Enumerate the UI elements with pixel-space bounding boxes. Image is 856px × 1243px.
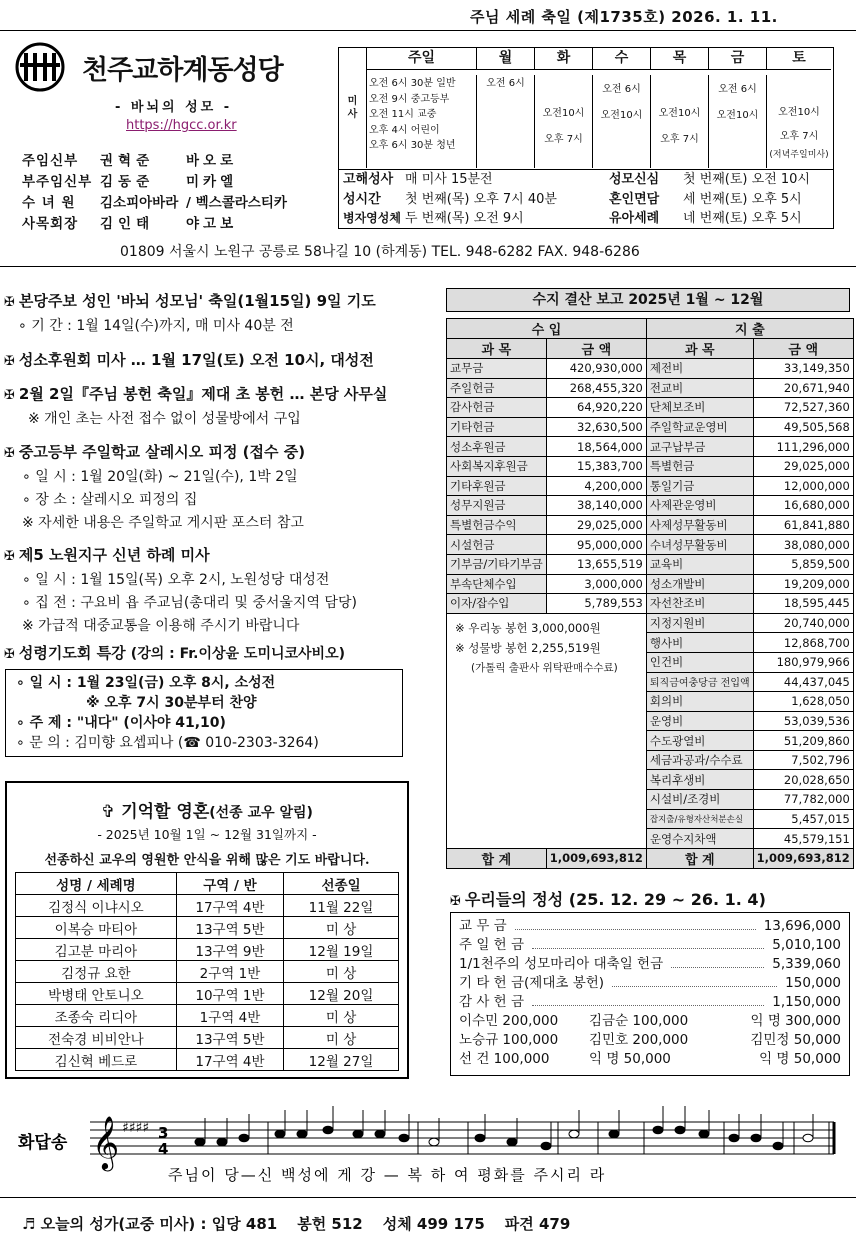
offering-row: 기 타 헌 금(제대초 봉헌) 150,000 — [459, 975, 841, 991]
staff-row: 부주임신부 김동준 미카엘 — [22, 174, 238, 190]
note — [751, 1134, 761, 1142]
parish-name: 천주교하계동성당 — [82, 55, 283, 86]
parish-patron: - 바뇌의 성모 - — [115, 100, 233, 115]
day-header: 금 — [709, 48, 767, 70]
finance-row: 이자/잡수입 5,789,553 자선찬조비 18,595,445 — [447, 594, 854, 614]
finance-row: 회의비 1,628,050 — [447, 692, 854, 712]
finance-row: 기타헌금 32,630,500 주일학교운영비 49,505,568 — [447, 417, 854, 437]
memorial-row: 조종숙 리디아 1구역 4반 미 상 — [16, 1005, 399, 1027]
day-header: 토 — [767, 48, 831, 70]
note — [699, 1130, 709, 1138]
cross-icon: ✠ — [4, 446, 15, 461]
finance-row: 성무지원금 38,140,000 사제관운영비 16,680,000 — [447, 496, 854, 516]
divider — [0, 266, 856, 267]
donor-row: 선 건 100,000 익 명 50,000 익 명 50,000 — [459, 1051, 841, 1067]
parish-logo — [14, 42, 324, 92]
finance-row: 주일헌금 268,455,320 전교비 20,671,940 — [447, 378, 854, 398]
offering-row: 1/1천주의 성모마리아 대축일 헌금 5,339,060 — [459, 956, 841, 972]
psalm-label: 화답송 — [18, 1133, 68, 1153]
saturday-times: 오전10시 오후 7시 (저녁주일미사) — [769, 107, 829, 160]
finance-row: 인건비 180,979,966 — [447, 652, 854, 672]
note — [195, 1138, 205, 1146]
staff-row: 수 녀 원 김소피아바라 / 벡스콜라스티카 — [22, 195, 287, 211]
memorial-row: 김고분 마리아 13구역 9반 12월 19일 — [16, 939, 399, 961]
offering-row: 교 무 금 13,696,000 — [459, 918, 841, 934]
memorial-table: 성명 / 세례명 구역 / 반 선종일 김정식 이냐시오 17구역 4반 11월 22일 이복승 마티아 13구역 5반 미 상 김고분 마리아 13구역 9반 12월 19일 김정규 요한 2구역 1반 미 상 박병태 안토니오 10구역 1반 12월 20일 조종숙 리디아 1구역 4반 미 상 전숙경 비비안나 13구역 5반 미 상 김신혁 베드로 17구역 4반 12월 27일 — [15, 872, 399, 1071]
finance-title: 수지 결산 보고 2025년 1월 ~ 12월 — [446, 288, 850, 312]
note — [609, 1130, 619, 1138]
memorial-message: 선종하신 교우의 영원한 안식을 위해 많은 기도 바랍니다. — [44, 853, 370, 868]
finance-row: 운영수지차액 45,579,151 — [447, 829, 854, 849]
note — [353, 1130, 363, 1138]
note — [729, 1134, 739, 1142]
finance-row: 수도광열비 51,209,860 — [447, 731, 854, 751]
offering-box — [450, 912, 850, 1076]
finance-row: ※ 우리농 봉헌 3,000,000원 ※ 성물방 봉헌 2,255,519원 (가톨릭 출판사 위탁판매수수료) 지정지원비 20,740,000 — [447, 613, 854, 633]
note — [507, 1138, 517, 1146]
time-signature: 3 — [158, 1124, 169, 1142]
sacrament-row: 병자영성체 두 번째(목) 오전 9시 유아세례 네 번째(토) 오후 5시 — [343, 211, 802, 226]
note — [429, 1138, 439, 1146]
offering-row: 감 사 헌 금 1,150,000 — [459, 994, 841, 1010]
staff-row: 사목회장 김인태 야고보 — [22, 216, 238, 232]
finance-table: 수 입 지 출 과 목 금 액 과 목 금 액 교무금 420,930,000 제전비 33,149,350 주일헌금 268,455,320 전교비 20,671,940 감사헌금 64,920,220 단체보조비 72,527,360 기타헌금 32,630,500 주일학교운영비 49,505,568 성소후원금 18,564,000 교구납부금 111,296,000 사회복지후원금 15,383,700 특별헌금 29,025,000 기타후원금 4,200,000 통일기금 12,000,000 성무지원금 38,140,000 사제관운영비 16,680,000 특별헌금수익 29,025,000 사제성무활동비 61,841,880 시설헌금 95,000,000 수녀성무활동비 38,080,000 기부금/기타기부금 13,655,519 교육비 5,859,500 부속단체수입 3,000,000 성소개발비 19,209,000 이자/잡수입 5,789,553 자선찬조비 18,595,445 ※ 우리농 봉헌 3,000,000원 ※ 성물방 봉헌 2,255,519원 (가톨릭 출판사 위탁판매수수료) 지정지원비 20,740,000 행사비 12,868,700 인건비 180,979,966 퇴직금여충당금 전입액 44,437,045 회의비 1,628,050 운영비 53,039,536 수도광열비 51,209,860 세금과공과/수수료 7,502,796 복리후생비 20,028,650 시설비/조경비 77,782,000 잡지출/유형자산처분손실 5,457,015 운영수지차액 45,579,151 합 계 1,009,693,812 합 계 1,009,693,812 — [446, 318, 854, 869]
note — [375, 1130, 385, 1138]
sacrament-row: 성시간 첫 번째(목) 오후 7시 40분 혼인면담 세 번째(토) 오후 5시 — [343, 191, 802, 207]
monday-times: 오전 6시 — [477, 75, 535, 168]
note — [297, 1130, 307, 1138]
friday-times: 오전 6시 오전10시 — [709, 75, 767, 168]
parish-address: 01809 서울시 노원구 공릉로 58나길 10 (하계동) TEL. 948-6282 FAX. 948-6286 — [120, 244, 640, 260]
notice-vocation-mass: ✠ 성소후원회 미사 … 1월 17일(토) 오전 10시, 대성전 — [4, 351, 374, 369]
finance-row: 시설비/조경비 77,782,000 — [447, 790, 854, 810]
day-header: 주일 — [367, 48, 477, 70]
income-header: 수 입 — [447, 319, 647, 339]
cross-icon: ✠ — [4, 354, 15, 369]
finance-row: 운영비 53,039,536 — [447, 711, 854, 731]
thursday-times: 오전10시 오후 7시 — [651, 75, 709, 168]
today-hymns: ♬ 오늘의 성가(교중 미사) : 입당 481 봉헌 512 성체 499 175 파견 479 — [22, 1215, 571, 1233]
cross-icon: ✠ — [4, 388, 15, 403]
note — [399, 1134, 409, 1142]
finance-row: 행사비 12,868,700 — [447, 633, 854, 653]
memorial-row: 이복승 마티아 13구역 5반 미 상 — [16, 917, 399, 939]
responsorial-psalm-score — [18, 1096, 838, 1192]
finance-row: 기타후원금 4,200,000 통일기금 12,000,000 — [447, 476, 854, 496]
day-header: 목 — [651, 48, 709, 70]
notice-charismatic-lecture: ✠ 성령기도회 특강 (강의 : Fr.이상윤 도미니코사비오) — [4, 644, 345, 662]
cross-icon: ✠ — [4, 549, 15, 564]
offering-title: ✠ 우리들의 정성 (25. 12. 29 ~ 26. 1. 4) — [450, 890, 766, 909]
lecture-details-box: ∘ 일 시 : 1월 23일(금) 오후 8시, 소성전 ※ 오후 7시 30분부터 찬양 ∘ 주 제 : "내다" (이사야 41,10) ∘ 문 의 : 김미향 요셉피나 (☎ 010-2303-3264) — [5, 669, 403, 757]
memorial-row: 김정규 요한 2구역 1반 미 상 — [16, 961, 399, 983]
sharp-icon: ♯♯♯♯ — [122, 1120, 150, 1136]
note — [323, 1126, 333, 1134]
memorial-row: 김신혁 베드로 17구역 4반 12월 27일 — [16, 1049, 399, 1071]
treble-clef-icon: 𝄞 — [92, 1115, 120, 1169]
cross-icon: ✠ — [4, 647, 15, 662]
finance-row: 퇴직금여충당금 전입액 44,437,045 — [447, 672, 854, 692]
note — [653, 1126, 663, 1134]
finance-row: 시설헌금 95,000,000 수녀성무활동비 38,080,000 — [447, 535, 854, 555]
finance-row: 잡지출/유형자산처분손실 5,457,015 — [447, 809, 854, 829]
memorial-row: 김정식 이냐시오 17구역 4반 11월 22일 — [16, 895, 399, 917]
memorial-title: ✞ 기억할 영혼(선종 교우 알림) — [101, 802, 313, 822]
sacrament-schedule — [339, 169, 833, 229]
sacrament-row: 고해성사 매 미사 15분전 성모신심 첫 번째(토) 오전 10시 — [343, 172, 810, 187]
divider — [0, 30, 856, 31]
note — [217, 1138, 227, 1146]
note — [275, 1130, 285, 1138]
day-header: 화 — [535, 48, 593, 70]
note — [239, 1134, 249, 1142]
note — [803, 1134, 813, 1142]
notice-newyear-mass: ✠ 제5 노원지구 신년 하례 미사 ∘ 일 시 : 1월 15일(목) 오후 2시, 노원성당 대성전 ∘ 집 전 : 구요비 욥 주교님(총대리 및 중서울지역 담당) ※ 가급적 대중교통을 이용해 주시기 바랍니다 — [4, 546, 357, 634]
memorial-box — [5, 781, 409, 1079]
cross-icon: ✠ — [450, 894, 461, 909]
cross-icon: ✠ — [4, 295, 15, 310]
staff-row: 주임신부 권혁준 바오로 — [22, 153, 238, 169]
parish-url-link[interactable]: https://hgcc.or.kr — [126, 118, 237, 133]
day-header: 월 — [477, 48, 535, 70]
finance-row: 부속단체수입 3,000,000 성소개발비 19,209,000 — [447, 574, 854, 594]
divider — [0, 1197, 856, 1198]
issue-header: 주님 세례 축일 (제1735호) 2026. 1. 11. — [470, 8, 778, 26]
notice-novena: ✠ 본당주보 성인 '바뇌 성모님' 축일(1월15일) 9일 기도 ∘ 기 간 : 1월 14일(수)까지, 매 미사 40분 전 — [4, 292, 376, 334]
notice-candle-offering: ✠ 2월 2일『주님 봉헌 축일』제대 초 봉헌 … 본당 사무실 ※ 개인 초는 사전 접수 없이 성물방에서 구입 — [4, 385, 388, 427]
memorial-row: 전숙경 비비안나 13구역 5반 미 상 — [16, 1027, 399, 1049]
donor-row: 이수민 200,000 김금순 100,000 익 명 300,000 — [459, 1013, 841, 1029]
finance-row: 교무금 420,930,000 제전비 33,149,350 — [447, 359, 854, 379]
finance-row: 성소후원금 18,564,000 교구납부금 111,296,000 — [447, 437, 854, 457]
memorial-row: 박병태 안토니오 10구역 1반 12월 20일 — [16, 983, 399, 1005]
donor-row: 노승규 100,000 김민호 200,000 김민정 50,000 — [459, 1032, 841, 1048]
mass-label: 미 사 — [339, 48, 367, 168]
sunday-times: 오전 6시 30분 일반 오전 9시 중고등부 오전 11시 교중 오후 4시 어린이 오후 6시 30분 청년 — [367, 75, 477, 168]
day-header: 수 — [593, 48, 651, 70]
svg-text:4: 4 — [158, 1140, 169, 1158]
staff-list — [22, 151, 322, 235]
note — [569, 1130, 579, 1138]
note — [541, 1142, 551, 1150]
offering-row: 주 일 헌 금 5,010,100 — [459, 937, 841, 953]
finance-row: 사회복지후원금 15,383,700 특별헌금 29,025,000 — [447, 456, 854, 476]
finance-row: 특별헌금수익 29,025,000 사제성무활동비 61,841,880 — [447, 515, 854, 535]
finance-row: 세금과공과/수수료 7,502,796 — [447, 750, 854, 770]
notice-youth-retreat: ✠ 중고등부 주일학교 살레시오 피정 (접수 중) ∘ 일 시 : 1월 20일(화) ~ 21일(수), 1박 2일 ∘ 장 소 : 살레시오 피정의 집 ※ 자세한 내용은 주일학교 게시판 포스터 참고 — [4, 443, 306, 531]
note — [475, 1134, 485, 1142]
wednesday-times: 오전 6시 오전10시 — [593, 75, 651, 168]
mass-schedule — [338, 47, 834, 229]
logo-icon — [14, 42, 70, 92]
note — [675, 1126, 685, 1134]
psalm-lyrics: 주님이 당—신 백성에 게 강 — 복 하 여 평화를 주시리 라 — [168, 1166, 607, 1184]
finance-row: 복리후생비 20,028,650 — [447, 770, 854, 790]
finance-row: 감사헌금 64,920,220 단체보조비 72,527,360 — [447, 398, 854, 418]
note — [773, 1142, 783, 1150]
expense-header: 지 출 — [646, 319, 853, 339]
memorial-period: - 2025년 10월 1일 ~ 12월 31일까지 - — [97, 827, 317, 842]
finance-row: 기부금/기타기부금 13,655,519 교육비 5,859,500 — [447, 554, 854, 574]
tuesday-times: 오전10시 오후 7시 — [535, 75, 593, 168]
